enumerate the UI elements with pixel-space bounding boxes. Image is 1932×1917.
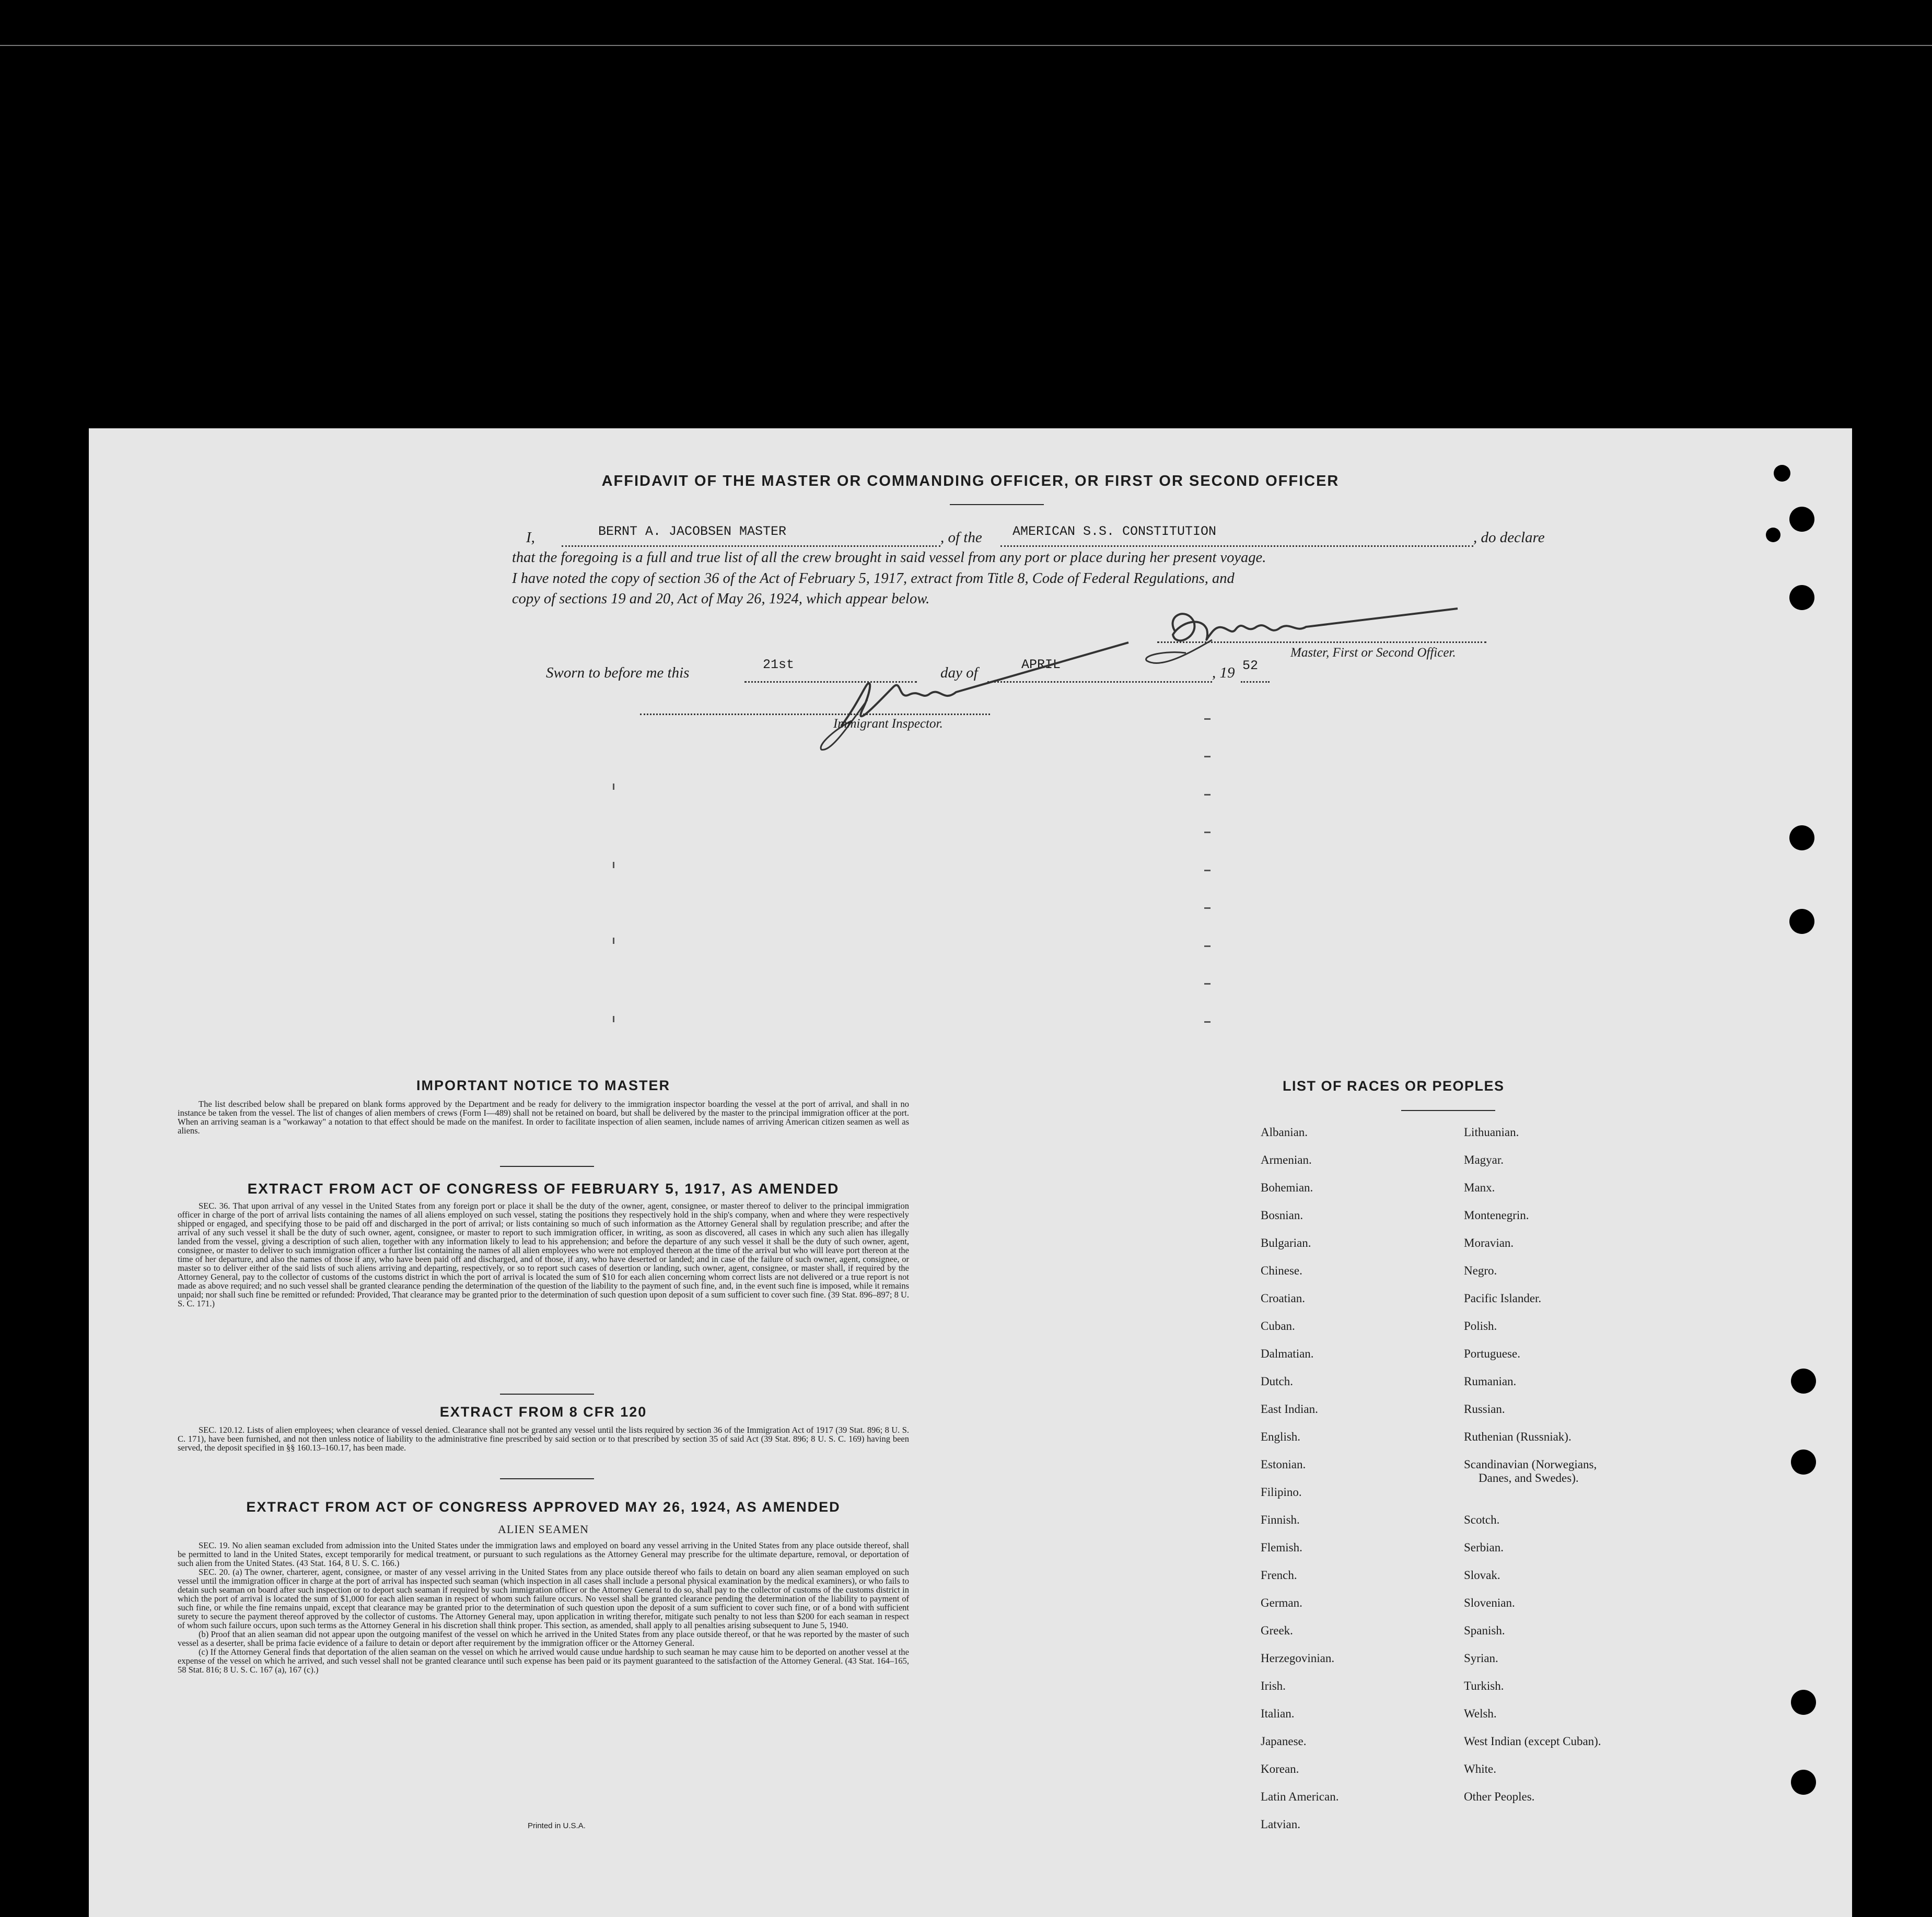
- race-item: Dutch.: [1261, 1375, 1293, 1388]
- year-blank: [1241, 681, 1270, 683]
- blank-tick: [1204, 794, 1211, 796]
- race-item: Magyar.: [1464, 1153, 1504, 1166]
- declaration-line-4: copy of sections 19 and 20, Act of May 26, 1924, which appear below.: [512, 591, 930, 607]
- punch-hole: [1789, 507, 1814, 532]
- race-item: Turkish.: [1464, 1679, 1504, 1692]
- declaration-declare-label: , do declare: [1473, 529, 1545, 546]
- inspector-signature-line: [640, 714, 990, 715]
- printed-in-usa: Printed in U.S.A.: [528, 1821, 586, 1830]
- race-item: Moravian.: [1464, 1236, 1514, 1249]
- race-item: Russian.: [1464, 1402, 1505, 1416]
- master-name-value: BERNT A. JACOBSEN MASTER: [598, 524, 787, 539]
- race-item: Negro.: [1464, 1264, 1497, 1277]
- race-item: East Indian.: [1261, 1402, 1318, 1416]
- races-column-2: [1464, 1126, 1601, 1818]
- race-item: Albanian.: [1261, 1126, 1308, 1139]
- day-value: 21st: [763, 657, 795, 672]
- race-item: Bohemian.: [1261, 1181, 1313, 1194]
- sec-120-12-paragraph: SEC. 120.12. Lists of alien employees; when clearance of vessel denied. Clearance shall not be granted any vessel until the lists required by section 36 of the Immigration Act of 1917 (39 Stat. 896; 8 U. S. C. 171), have been furnished, and not then unless notice of liability to the administrative fine prescribed by said section or to that prescribed by section 35 of said Act (39 Stat. 896; 8 U. S. C. 169) having been served, the deposit specified in §§ 160.13–160.17, has been made.: [178, 1425, 909, 1453]
- punch-hole: [1791, 1369, 1816, 1394]
- master-caption: Master, First or Second Officer.: [1290, 646, 1456, 660]
- race-item: German.: [1261, 1596, 1302, 1609]
- race-item: Dalmatian.: [1261, 1347, 1314, 1360]
- race-item: Slovenian.: [1464, 1596, 1515, 1609]
- declaration-of-the-label: , of the: [940, 529, 982, 546]
- race-item: Estonian.: [1261, 1458, 1306, 1471]
- affidavit-title: AFFIDAVIT OF THE MASTER OR COMMANDING OFFICER, OR FIRST OR SECOND OFFICER: [601, 473, 1340, 489]
- cfr-divider: [500, 1478, 594, 1479]
- race-item: Danes, and Swedes).: [1479, 1471, 1579, 1484]
- blank-tick: [613, 784, 614, 790]
- race-item: Pacific Islander.: [1464, 1292, 1542, 1305]
- blank-tick: [1204, 756, 1211, 757]
- punch-hole: [1789, 585, 1814, 610]
- race-item: Japanese.: [1261, 1735, 1307, 1748]
- extract-1924-title: EXTRACT FROM ACT OF CONGRESS APPROVED MAY 26, 1924, AS AMENDED: [246, 1499, 841, 1515]
- extract-1924-text: [178, 1541, 909, 1674]
- race-item: Latvian.: [1261, 1818, 1300, 1831]
- race-item: Italian.: [1261, 1707, 1295, 1720]
- race-item: Syrian.: [1464, 1652, 1498, 1665]
- declaration-line-3: I have noted the copy of section 36 of the Act of February 5, 1917, extract from Title 8, Code of Federal Regulations, and: [512, 570, 1235, 587]
- punch-hole: [1789, 825, 1814, 850]
- sec-20b-paragraph: (b) Proof that an alien seaman did not appear upon the outgoing manifest of the vessel on which he arrived in the United States from any place outside thereof, or that he was reported by the master of such vessel as a deserter, shall be prima facie evidence of a failure to detain or deport after requirement by the immigration officer or the Attorney General.: [178, 1629, 909, 1648]
- blank-tick: [1204, 718, 1211, 720]
- blank-tick: [1204, 1021, 1211, 1023]
- race-item: Ruthenian (Russniak).: [1464, 1430, 1572, 1443]
- race-item: Finnish.: [1261, 1513, 1300, 1526]
- sec-36-paragraph: SEC. 36. That upon arrival of any vessel in the United States from any foreign port or place it shall be the duty of the owner, agent, consignee, or master thereof to deliver to the principal immigration officer in charge of the port of arrival lists containing the names of all aliens employed on such vessel, stating the positions they respectively hold in the ship's company, when and where they were respectively shipped or engaged, and specifying those to be paid off and discharged in the port of arrival; or lists containing so much of such information as the Attorney General shall by regulation prescribe; and after the arrival of any such vessel it shall be the duty of such owner, agent, consignee, or master to report to such immigration officer, in writing, as soon as discovered, all cases in which any such alien has illegally landed from the vessel, giving a description of such alien, together with any information likely to lead to his apprehension; and before the departure of any such vessel it shall be the duty of such owner, agent, consignee, or master to deliver to such immigration officer a further list containing the names of all alien employees who were not employed thereon at the time of the arrival but who will leave port thereon at the time of her departure, and also the names of those if any, who have been paid off and discharged, and of those, if any, who have deserted or landed; and in case of the failure of such owner, agent, consignee, or master so to deliver either of the said lists of such aliens arriving and departing, respectively, or so to report such cases of desertion or landing, such owner, agent, consignee, or master shall, if required by the Attorney General, pay to the collector of customs of the customs district in which the port of arrival is located the sum of $10 for each alien concerning whom correct lists are not delivered or a true report is not made as above required; and no such vessel shall be granted clearance pending the determination of the question of the liability to the payment of such fine, and, in the event such fine is imposed, while it remains unpaid; nor shall such fine be remitted or refunded: Provided, That clearance may be granted prior to the determination of such question upon deposit of a sum sufficient to cover such fine. (39 Stat. 896–897; 8 U. S. C. 171.): [178, 1201, 909, 1308]
- blank-tick: [613, 862, 614, 868]
- inspector-signature: [789, 637, 1165, 757]
- race-item: French.: [1261, 1569, 1297, 1582]
- race-item: Filipino.: [1261, 1486, 1302, 1499]
- title-underline: [950, 504, 1044, 505]
- blank-tick: [613, 1016, 614, 1022]
- sworn-label: Sworn to before me this: [546, 664, 690, 681]
- race-item: English.: [1261, 1430, 1301, 1443]
- declaration-line-2: that the foregoing is a full and true list of all the crew brought in said vessel from any port or place during her present voyage.: [512, 550, 1266, 566]
- race-item: Bosnian.: [1261, 1209, 1303, 1222]
- sec-20c-paragraph: (c) If the Attorney General finds that deportation of the alien seaman on the vessel on which he arrived would cause undue hardship to such seaman he may cause him to be deported on another vessel at the expense of the vessel on which he arrived, and such vessel shall not be granted clearance until such expense has been paid or its payment guaranteed to the satisfaction of the Attorney General. (43 Stat. 164–165, 58 Stat. 816; 8 U. S. C. 167 (a), 167 (c).): [178, 1647, 909, 1675]
- scan-edge-line: [0, 45, 1932, 46]
- race-item: Manx.: [1464, 1181, 1495, 1194]
- race-item: White.: [1464, 1762, 1496, 1775]
- race-item: Other Peoples.: [1464, 1790, 1535, 1803]
- notice-divider: [500, 1166, 594, 1167]
- punch-hole: [1791, 1690, 1816, 1715]
- blank-tick: [1204, 832, 1211, 833]
- notice-title: IMPORTANT NOTICE TO MASTER: [416, 1078, 670, 1093]
- race-item: Serbian.: [1464, 1541, 1504, 1554]
- notice-text: [178, 1100, 909, 1135]
- race-item: Bulgarian.: [1261, 1236, 1311, 1249]
- race-item: Spanish.: [1464, 1624, 1505, 1637]
- race-item: Cuban.: [1261, 1319, 1295, 1332]
- race-item: Latin American.: [1261, 1790, 1339, 1803]
- declaration-i-label: I,: [526, 529, 535, 546]
- blank-tick: [1204, 945, 1211, 947]
- race-item: Rumanian.: [1464, 1375, 1517, 1388]
- punch-hole: [1789, 909, 1814, 934]
- vessel-name-value: AMERICAN S.S. CONSTITUTION: [1012, 524, 1217, 539]
- inspector-caption: Immigrant Inspector.: [833, 717, 943, 731]
- race-item: Montenegrin.: [1464, 1209, 1529, 1222]
- alien-seamen-subtitle: ALIEN SEAMEN: [498, 1523, 589, 1536]
- cfr-text: [178, 1425, 909, 1452]
- race-item: Slovak.: [1464, 1569, 1500, 1582]
- master-signature-line: [1157, 641, 1486, 643]
- notice-paragraph: The list described below shall be prepared on blank forms approved by the Department and be ready for delivery to the immigration inspector boarding the vessel at the port of arrival, and shall in no instance be taken from the vessel. The list of changes of alien members of crews (Form I—489) shall not be retained on board, but shall be delivered by the master to the principal immigration officer at the port. When an arriving seaman is a "workaway" a notation to that effect should be made on the manifest. In order to facilitate inspection of alien seamen, include names of arriving American citizen seamen as well as aliens.: [178, 1099, 909, 1136]
- day-of-label: day of: [940, 664, 978, 681]
- race-item: Irish.: [1261, 1679, 1286, 1692]
- extract-1917-text: [178, 1201, 909, 1308]
- cfr-title: EXTRACT FROM 8 CFR 120: [439, 1404, 647, 1420]
- race-item: Scandinavian (Norwegians,: [1464, 1458, 1597, 1471]
- punch-hole: [1791, 1770, 1816, 1795]
- vessel-name-blank: [1000, 545, 1473, 547]
- blank-tick: [1204, 907, 1211, 909]
- blank-tick: [1204, 983, 1211, 985]
- races-column-1: [1261, 1126, 1339, 1845]
- race-item: Flemish.: [1261, 1541, 1302, 1554]
- extract-1917-divider: [500, 1394, 594, 1395]
- race-item: Croatian.: [1261, 1292, 1305, 1305]
- race-item: Welsh.: [1464, 1707, 1497, 1720]
- affidavit-form-page: [89, 428, 1852, 1917]
- master-name-blank: [562, 545, 940, 547]
- races-title: LIST OF RACES OR PEOPLES: [1283, 1078, 1505, 1094]
- blank-tick: [1204, 870, 1211, 871]
- blank-tick: [613, 938, 614, 944]
- sec-20a-paragraph: SEC. 20. (a) The owner, charterer, agent, consignee, or master of any vessel arriving in the United States from any place outside thereof who fails to detain on board any alien seaman employed on such vessel until the immigration officer in charge at the port of arrival has inspected such seaman (which inspection in all cases shall include a personal physical examination by the medical examiners), or who fails to detain such seaman on board after such inspection or to deport such seaman if required by such immigration officer or the Attorney General to do so, shall pay to the collector of customs of the customs district in which the port of arrival is located the sum of $1,000 for each alien seaman in respect of whom such failure occurs. No vessel shall be granted clearance pending the determination of the liability to payment of such fine, or while the fine remains unpaid, except that clearance may be granted prior to the determination of such question upon the deposit of a sum sufficient to cover such fine, or of a bond with sufficient surety to secure the payment thereof approved by the collector of customs. The Attorney General may, upon application in writing therefor, mitigate such penalty to not less than $200 for each seaman in respect of whom such failure occurs, upon such terms as the Attorney General in his discretion shall think proper. This section, as amended, shall apply to all penalties arising subsequent to June 5, 1940.: [178, 1567, 909, 1630]
- race-item: Herzegovinian.: [1261, 1652, 1335, 1665]
- race-item: Polish.: [1464, 1319, 1497, 1332]
- race-item: West Indian (except Cuban).: [1464, 1735, 1601, 1748]
- year-prefix: , 19: [1212, 664, 1235, 681]
- races-divider: [1401, 1110, 1495, 1111]
- extract-1917-title: EXTRACT FROM ACT OF CONGRESS OF FEBRUARY 5, 1917, AS AMENDED: [247, 1180, 840, 1197]
- punch-hole-small: [1766, 528, 1780, 542]
- race-item: Chinese.: [1261, 1264, 1302, 1277]
- punch-hole: [1791, 1450, 1816, 1475]
- sec-19-paragraph: SEC. 19. No alien seaman excluded from admission into the United States under the immigration laws and employed on board any vessel arriving in the United States from any place outside thereof, shall be permitted to land in the United States, except temporarily for medical treatment, or pursuant to such regulations as the Attorney General may prescribe for the ultimate departure, removal, or deportation of such alien from the United States. (43 Stat. 164, 8 U. S. C. 166.): [178, 1540, 909, 1568]
- race-item: Greek.: [1261, 1624, 1293, 1637]
- race-item: Portuguese.: [1464, 1347, 1520, 1360]
- month-value: APRIL: [1021, 657, 1061, 672]
- race-item: Korean.: [1261, 1762, 1299, 1775]
- year-value: 52: [1242, 658, 1259, 673]
- race-item: Scotch.: [1464, 1513, 1500, 1526]
- race-item: Lithuanian.: [1464, 1126, 1519, 1139]
- race-item: Armenian.: [1261, 1153, 1312, 1166]
